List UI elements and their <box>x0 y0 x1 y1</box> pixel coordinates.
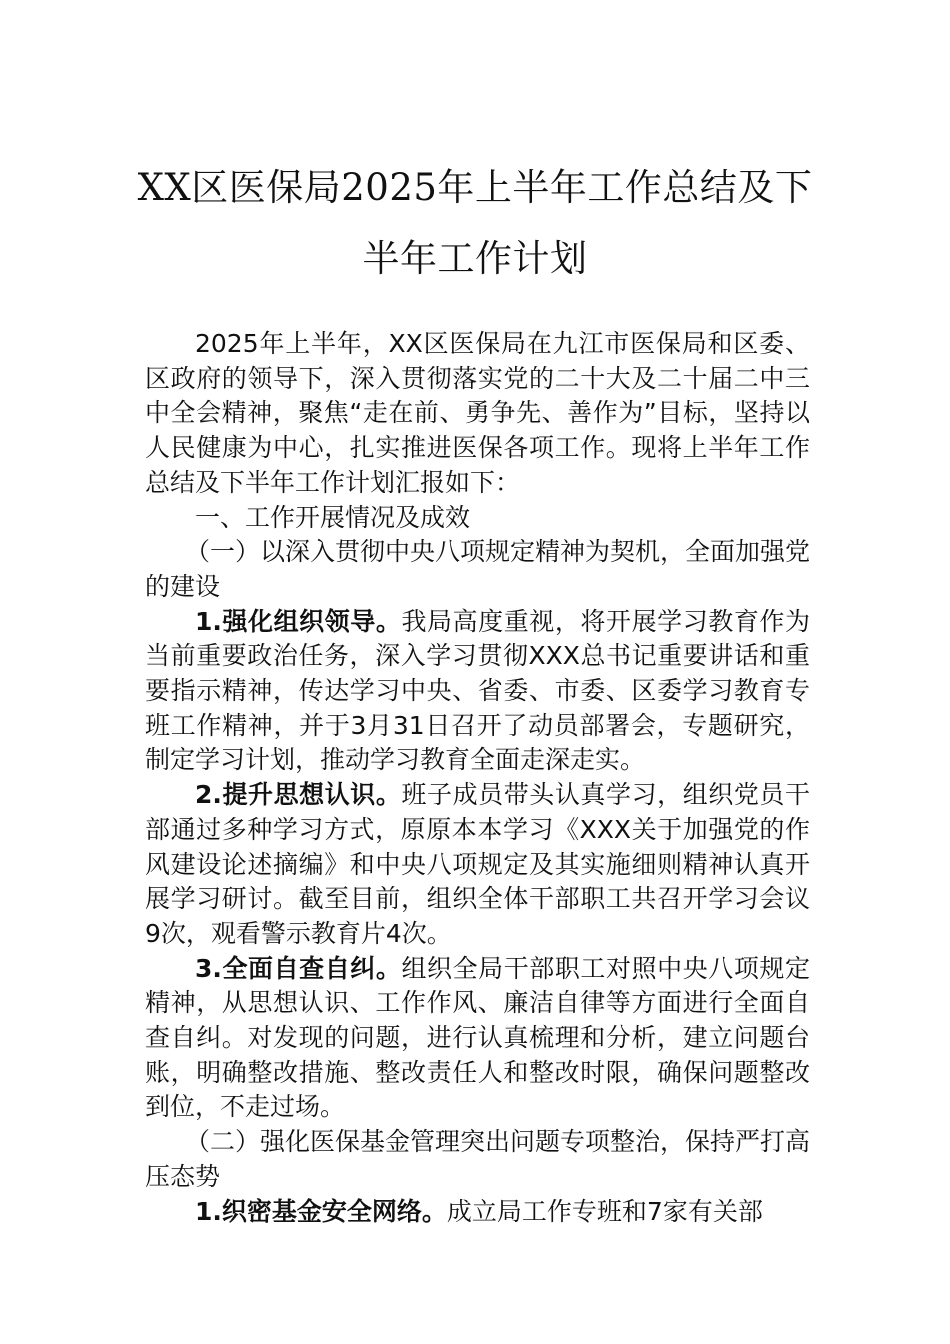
paragraph-item-1 <box>145 605 810 779</box>
paragraph-text: 组织全局干部职工对照中央八项规定精神，从思想认识、工作作风、廉洁自律等方面进行全面自查自纠。对发现的问题，进行认真梳理和分析，建立问题台账，明确整改措施、整改责任人和整改时限，确保问题整改到位，不走过场。 <box>145 953 810 1122</box>
paragraph-text: （一）以深入贯彻中央八项规定精神为契机，全面加强党的建设 <box>145 537 811 601</box>
paragraph-text: 成立局工作专班和7家有关部 <box>446 1196 763 1226</box>
paragraph-item-3 <box>145 952 810 1126</box>
paragraph-lead: 3.全面自查自纠。 <box>195 953 402 983</box>
paragraph-text: 一、工作开展情况及成效 <box>195 502 471 532</box>
paragraph-intro <box>145 327 810 501</box>
paragraph-item-4 <box>145 1195 810 1230</box>
subsection-heading-1 <box>145 535 810 604</box>
paragraph-item-2 <box>145 778 810 952</box>
paragraph-lead: 1.强化组织领导。 <box>195 606 402 636</box>
document-body <box>145 327 810 1229</box>
paragraph-text: 班子成员带头认真学习，组织党员干部通过多种学习方式，原原本本学习《XXX关于加强党的作风建设论述摘编》和中央八项规定及其实施细则精神认真开展学习研讨。截至目前，组织全体干部职工共召开学习会议9次，观看警示教育片4次。 <box>145 780 810 948</box>
section-heading-1 <box>145 501 810 536</box>
subsection-heading-2 <box>145 1125 810 1194</box>
document-title-line-2: 半年工作计划 <box>362 237 588 280</box>
paragraph-text: （二）强化医保基金管理突出问题专项整治，保持严打高压态势 <box>145 1127 811 1191</box>
paragraph-lead: 1.织密基金安全网络。 <box>195 1196 447 1226</box>
paragraph-text: 2025年上半年，XX区医保局在九江市医保局和区委、区政府的领导下，深入贯彻落实党的二十大及二十届二中三中全会精神，聚焦“走在前、勇争先、善作为”目标，坚持以人民健康为中心，扎实推进医保各项工作。现将上半年工作总结及下半年工作计划汇报如下： <box>145 329 810 497</box>
document-title-line-1: XX区医保局2025年上半年工作总结及下 <box>137 166 813 209</box>
paragraph-lead: 2.提升思想认识。 <box>195 780 402 810</box>
paragraph-text: 我局高度重视，将开展学习教育作为当前重要政治任务，深入学习贯彻XXX总书记重要讲话和重要指示精神，传达学习中央、省委、市委、区委学习教育专班工作精神，并于3月31日召开了动员部署会，专题研究，制定学习计划，推动学习教育全面走深走实。 <box>145 606 810 775</box>
